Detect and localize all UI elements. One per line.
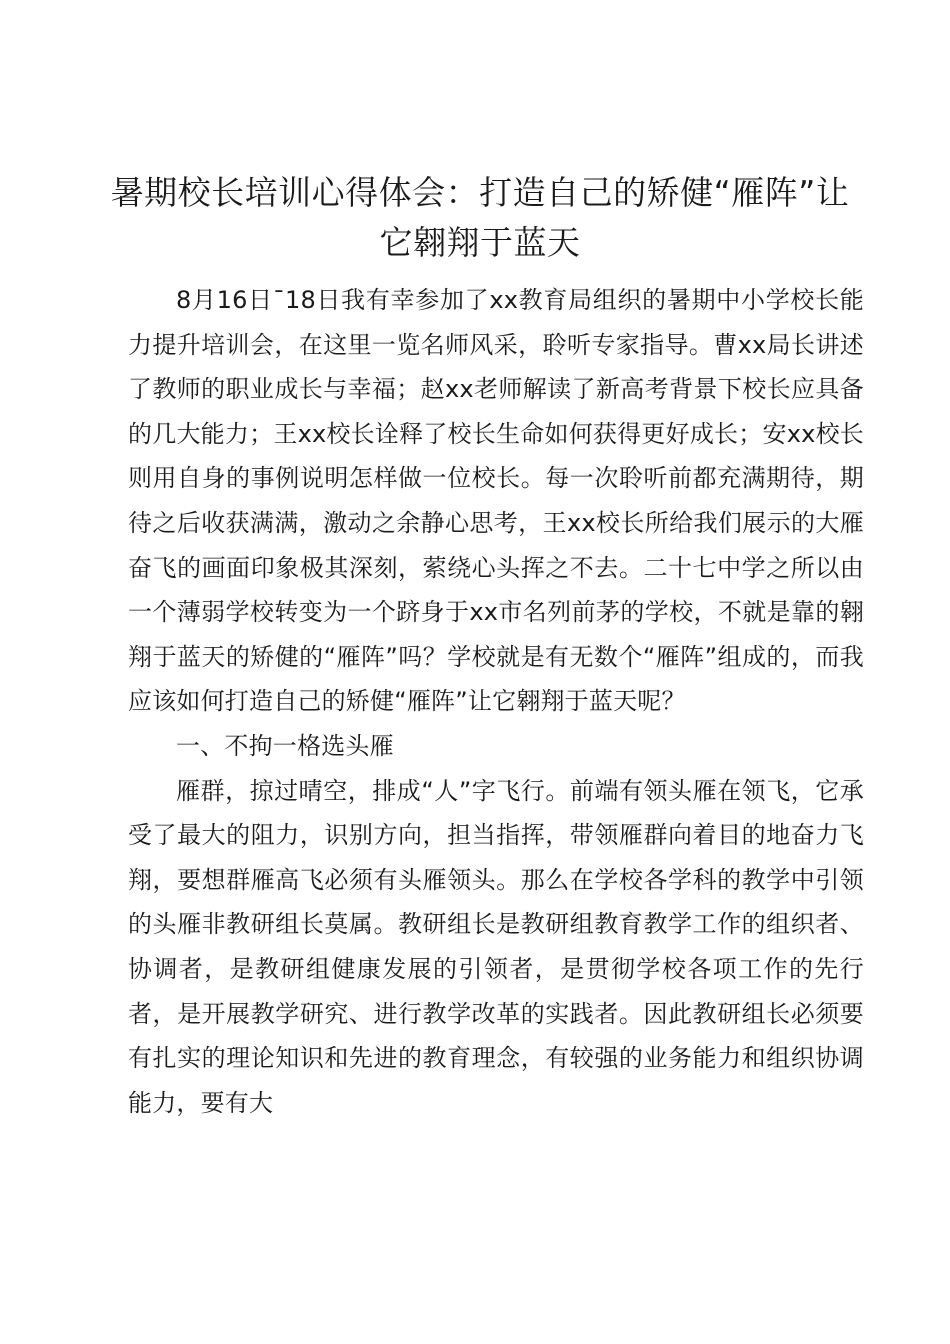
section-heading: 一、不拘一格选头雁	[176, 731, 394, 760]
document-body	[128, 278, 864, 1125]
section-paragraph: 雁群，掠过晴空，排成“人”字飞行。前端有领头雁在领飞，它承受了最大的阻力，识别方向，担当指挥，带领雁群向着目的地奋力飞翔，要想群雁高飞必须有头雁领头。那么在学校各学科的教学中引领的头雁非教研组长莫属。教研组长是教研组教育教学工作的组织者、协调者，是教研组健康发展的引领者，是贯彻学校各项工作的先行者，是开展教学研究、进行教学改革的实践者。因此教研组长必须要有扎实的理论知识和先进的教育理念，有较强的业务能力和组织协调能力，要有大	[128, 776, 864, 1117]
document-title: 暑期校长培训心得体会：打造自己的矫健“雁阵”让它翱翔于蓝天	[110, 173, 850, 262]
intro-paragraph: 8月16日¯18日我有幸参加了xx教育局组织的暑期中小学校长能力提升培训会，在这里一览名师风采，聆听专家指导。曹xx局长讲述了教师的职业成长与幸福；赵xx老师解读了新高考背景下校长应具备的几大能力；王xx校长诠释了校长生命如何获得更好成长；安xx校长则用自身的事例说明怎样做一位校长。每一次聆听前都充满期待，期待之后收获满满，激动之余静心思考，王xx校长所给我们展示的大雁奋飞的画面印象极其深刻，萦绕心头挥之不去。二十七中学之所以由一个薄弱学校转变为一个跻身于xx市名列前茅的学校，不就是靠的翱翔于蓝天的矫健的“雁阵”吗？学校就是有无数个“雁阵”组成的，而我应该如何打造自己的矫健“雁阵”让它翱翔于蓝天呢？	[128, 286, 864, 716]
